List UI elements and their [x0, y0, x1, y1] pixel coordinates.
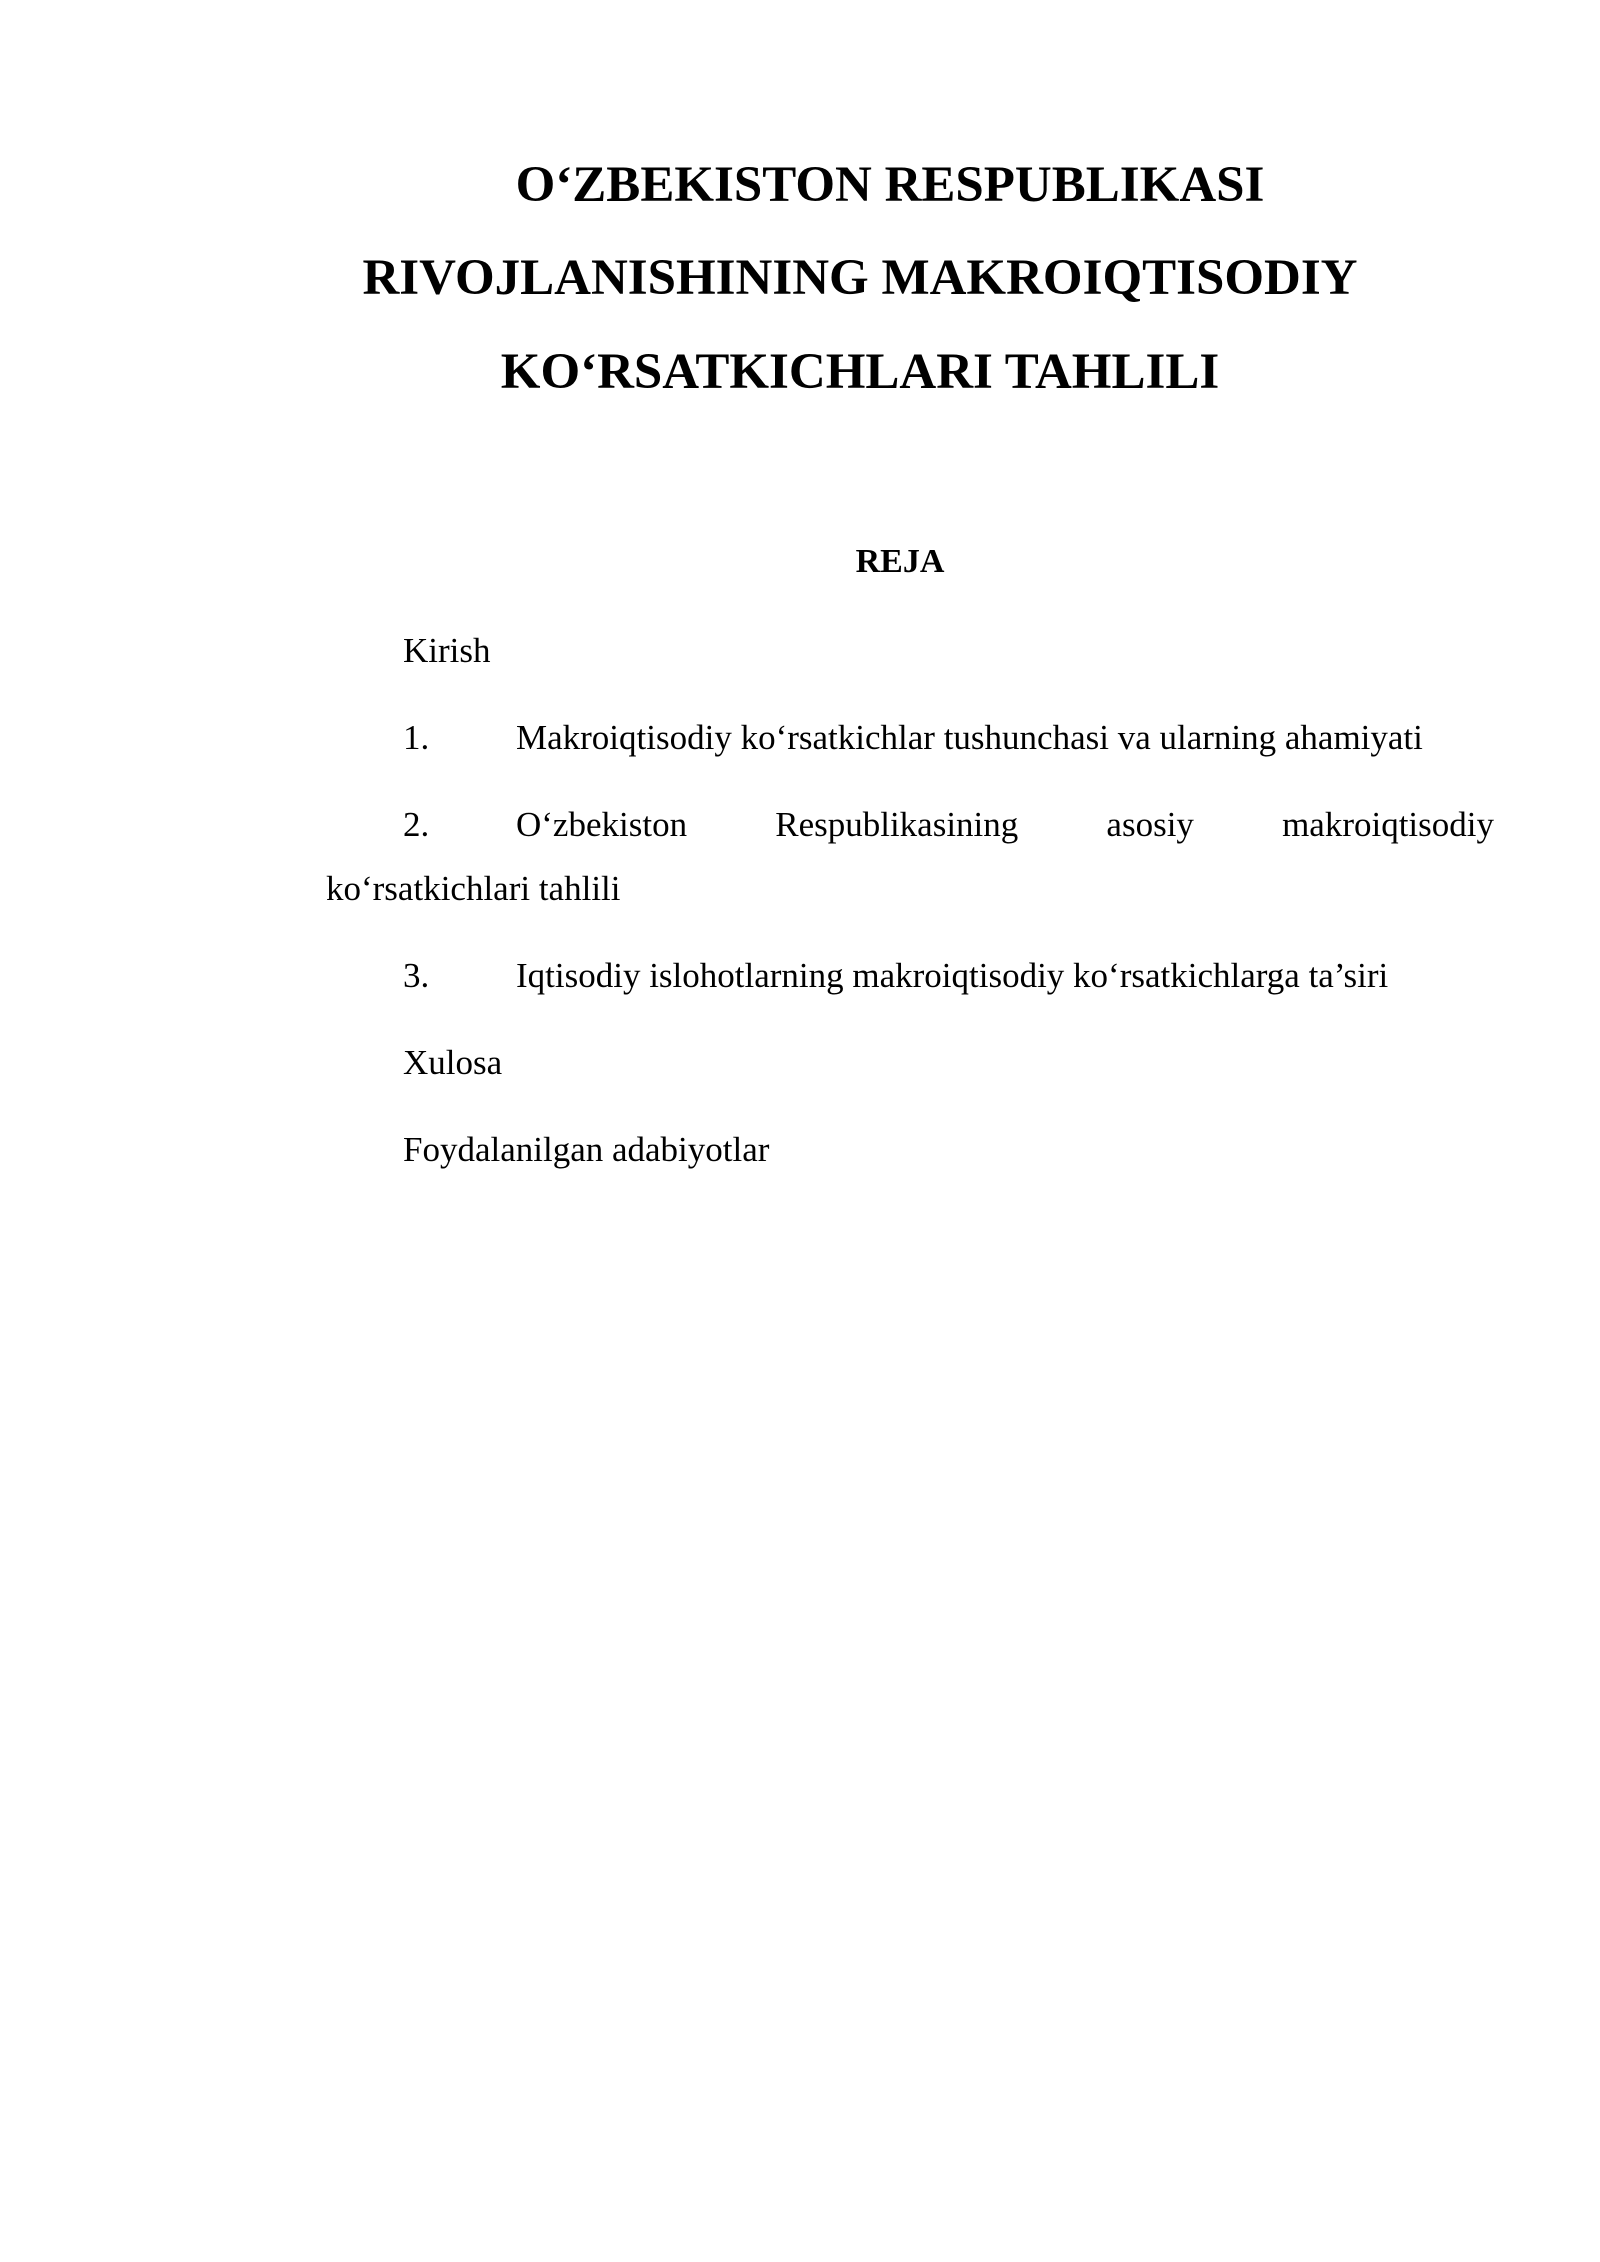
document-title-line-3: KO‘RSATKICHLARI TAHLILI — [500, 344, 1220, 400]
plan-item-3-number: 3. — [403, 956, 430, 995]
plan-item-conclusion: Xulosa — [403, 1043, 503, 1082]
plan-item-2-word: makroiqtisodiy — [1282, 805, 1494, 844]
plan-item-1-number: 1. — [403, 718, 430, 757]
document-title-line-2: RIVOJLANISHINING MAKROIQTISODIY — [362, 250, 1358, 306]
document-title-line-1: O‘ZBEKISTON RESPUBLIKASI — [515, 157, 1265, 213]
plan-item-2-number: 2. — [403, 805, 430, 844]
plan-item-2-continuation: ko‘rsatkichlari tahlili — [326, 869, 621, 908]
plan-item-intro: Kirish — [403, 631, 491, 670]
plan-item-references: Foydalanilgan adabiyotlar — [403, 1130, 770, 1169]
plan-item-2-word: Respublikasining — [775, 805, 1019, 844]
plan-heading: REJA — [855, 543, 945, 580]
plan-item-2-first-line — [516, 803, 1494, 847]
plan-item-3-text: Iqtisodiy islohotlarning makroiqtisodiy ko‘rsatkichlarga ta’siri — [516, 956, 1389, 995]
plan-item-2-word: asosiy — [1106, 805, 1194, 844]
plan-item-2-word: O‘zbekiston — [516, 805, 688, 844]
plan-item-1-text: Makroiqtisodiy ko‘rsatkichlar tushunchasi va ularning ahamiyati — [516, 718, 1423, 757]
